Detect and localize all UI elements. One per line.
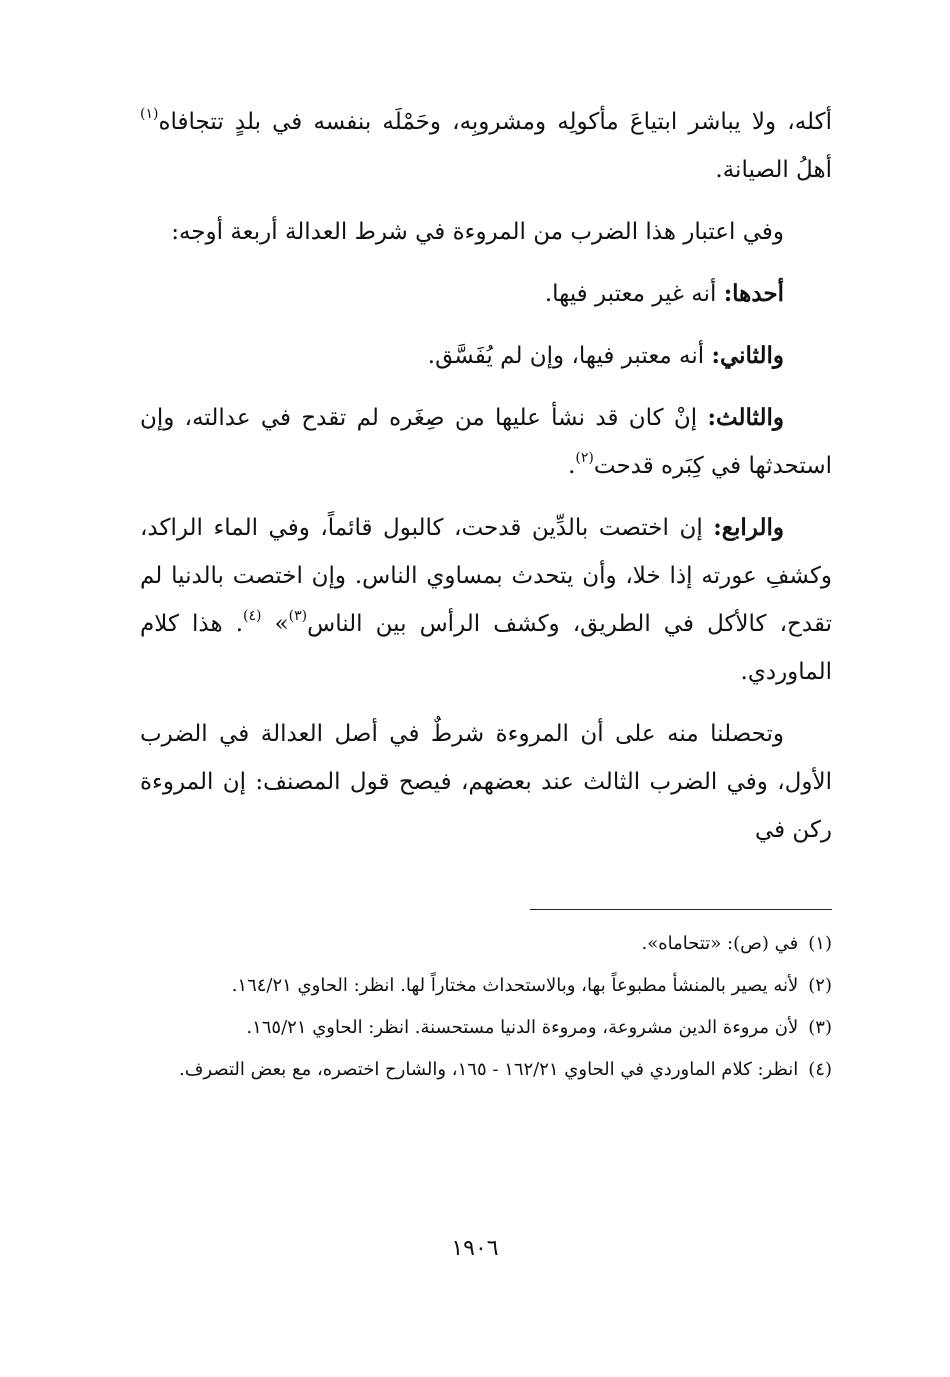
footnote-ref-2[interactable]: (٢) bbox=[575, 450, 594, 466]
page-number: ١٩٠٦ bbox=[451, 1236, 499, 1261]
paragraph-3 bbox=[140, 270, 832, 318]
footnote-number: (٢) bbox=[808, 975, 832, 996]
paragraph-text: أكله، ولا يباشر ابتياعَ مأكولِه ومشروبِه، وحَمْلَه بنفسه في بلدٍ تتجافاه bbox=[158, 109, 832, 135]
paragraph-7: وتحصلنا منه على أن المروءة شرطٌ في أصل العدالة في الضرب الأول، وفي الضرب الثالث عند بعضهم، فيصح قول المصنف: إن المروءة ركن في bbox=[140, 721, 832, 843]
footnote-text: في (ص): «تتحاماه». bbox=[641, 933, 799, 954]
paragraph-4 bbox=[140, 332, 832, 380]
footnote-2 bbox=[140, 968, 832, 1004]
paragraph-6 bbox=[140, 504, 832, 696]
footnote-ref-4[interactable]: (٤) bbox=[243, 608, 262, 624]
keyword: والثالث: bbox=[707, 404, 784, 431]
paragraph-text: إنْ كان قد نشأ عليها من صِغَره لم تقدح في عدالته، وإن استحدثها في كِبَره قدحت bbox=[140, 405, 832, 479]
paragraph-text: . هذا كلام الماوردي. bbox=[140, 611, 832, 685]
paragraph-5 bbox=[140, 394, 832, 490]
paragraph-text: إن اختصت بالدِّين قدحت، كالبول قائماً، وفي الماء الراكد، وكشفِ عورته إذا خلا، وأن يتحدث بمساوي الناس. وإن اختصت بالدنيا لم تقدح، كالأكل في الطريق، وكشف الرأس بين الناس bbox=[140, 515, 833, 637]
footnote-number: (٤) bbox=[808, 1059, 832, 1080]
main-text bbox=[140, 98, 832, 854]
keyword: والثاني: bbox=[711, 342, 784, 369]
keyword: أحدها: bbox=[723, 280, 784, 307]
paragraph-text: أنه معتبر فيها، وإن لم يُفَسَّق. bbox=[427, 343, 712, 369]
footnote-ref-1[interactable]: (١) bbox=[140, 106, 159, 122]
paragraph-1 bbox=[140, 98, 832, 194]
keyword: والرابع: bbox=[713, 514, 784, 541]
footnote-text: لأنه يصير بالمنشأ مطبوعاً بها، وبالاستحداث مختاراً لها. انظر: الحاوي ١٦٤/٢١. bbox=[231, 975, 799, 996]
footnote-3 bbox=[140, 1010, 832, 1046]
footnote-number: (١) bbox=[808, 933, 832, 954]
paragraph-text: أهلُ الصيانة. bbox=[715, 157, 832, 183]
paragraph-text: أنه غير معتبر فيها. bbox=[544, 281, 724, 307]
punctuation: . bbox=[568, 453, 576, 479]
footnote-ref-3[interactable]: (٣) bbox=[288, 608, 308, 624]
footnote-number: (٣) bbox=[808, 1017, 832, 1038]
quote-mark: » bbox=[274, 611, 289, 637]
footnote-separator bbox=[530, 909, 832, 910]
footnote-text: لأن مروءة الدين مشروعة، ومروءة الدنيا مستحسنة. انظر: الحاوي ١٦٥/٢١. bbox=[246, 1017, 799, 1038]
footnote-text: انظر: كلام الماوردي في الحاوي ١٦٢/٢١ - ١٦٥، والشارح اختصره، مع بعض التصرف. bbox=[179, 1059, 799, 1080]
footnote-1 bbox=[140, 926, 832, 962]
footnote-4 bbox=[140, 1052, 832, 1088]
paragraph-2: وفي اعتبار هذا الضرب من المروءة في شرط العدالة أربعة أوجه: bbox=[171, 219, 784, 245]
footnotes bbox=[140, 926, 832, 1094]
